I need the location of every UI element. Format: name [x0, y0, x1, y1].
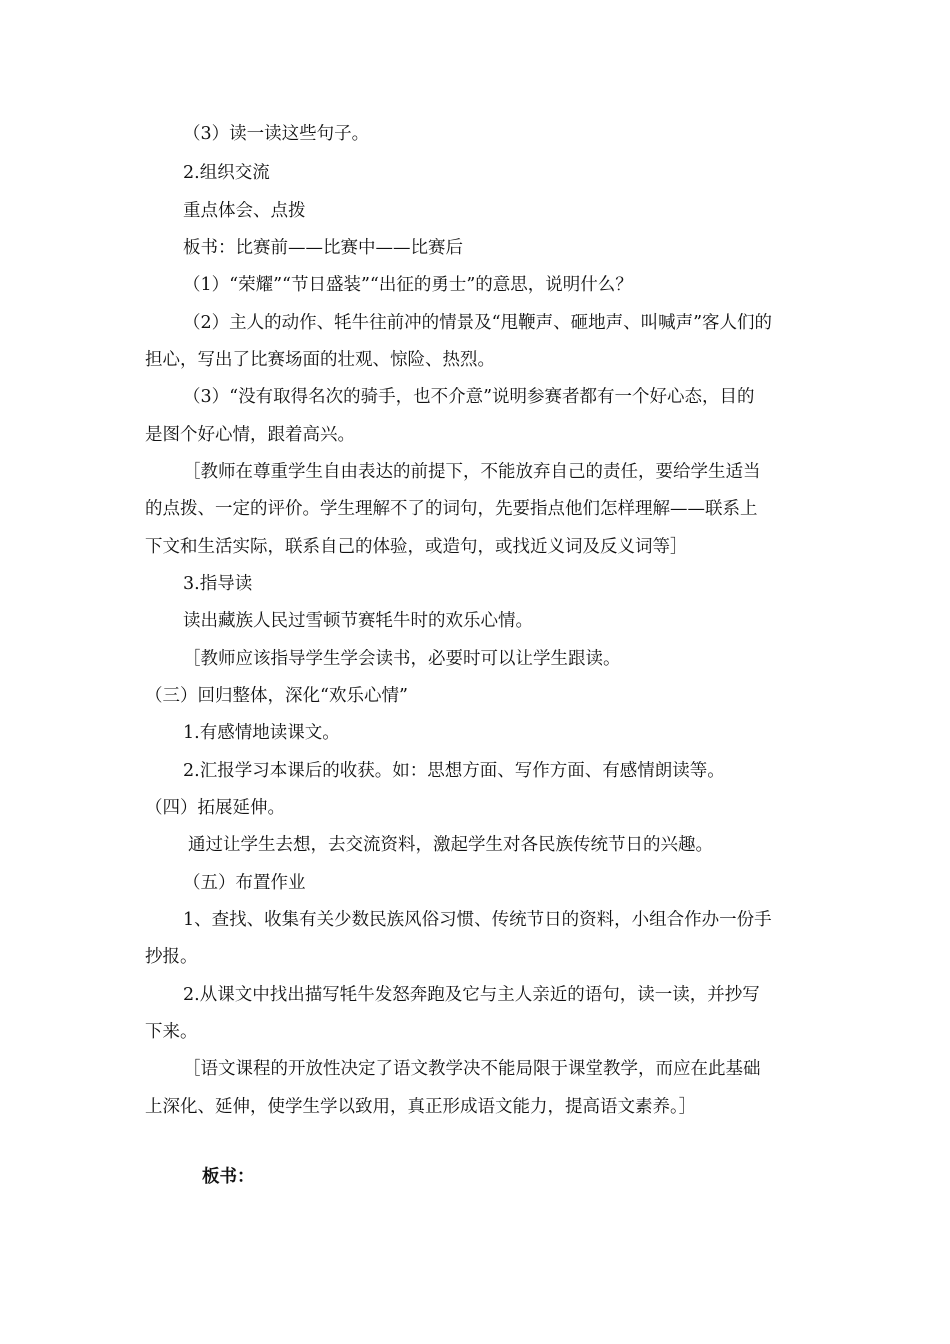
text-line: （3）“没有取得名次的骑手，也不介意”说明参赛者都有一个好心态，目的: [183, 387, 755, 407]
text-line: 抄报。: [145, 947, 198, 967]
text-line: ［教师应该指导学生学会读书，必要时可以让学生跟读。: [183, 649, 621, 669]
text-line: ［教师在尊重学生自由表达的前提下，不能放弃自己的责任，要给学生适当: [183, 462, 761, 482]
text-line: 通过让学生去想，去交流资料，激起学生对各民族传统节日的兴趣。: [188, 835, 713, 855]
text-line: 的点拨、一定的评价。学生理解不了的词句，先要指点他们怎样理解——联系上: [145, 499, 758, 519]
text-line: 下文和生活实际，联系自己的体验，或造句，或找近义词及反义词等］: [145, 537, 688, 557]
text-line: 板书：比赛前——比赛中——比赛后: [183, 238, 463, 258]
text-line: 1、查找、收集有关少数民族风俗习惯、传统节日的资料，小组合作办一份手: [183, 910, 772, 930]
text-line: 3.指导读: [183, 574, 253, 594]
text-line: 1.有感情地读课文。: [183, 723, 340, 743]
section-heading: （五）布置作业: [183, 873, 306, 893]
text-line: （3）读一读这些句子。: [183, 124, 370, 144]
section-heading: （四）拓展延伸。: [145, 798, 285, 818]
text-line: （2）主人的动作、牦牛往前冲的情景及“甩鞭声、砸地声、叫喊声”客人们的: [183, 313, 773, 333]
section-heading: （三）回归整体，深化“欢乐心情”: [145, 686, 408, 706]
text-line: 下来。: [145, 1022, 198, 1042]
text-line: 读出藏族人民过雪顿节赛牦牛时的欢乐心情。: [183, 611, 533, 631]
text-line: 重点体会、点拨: [183, 201, 306, 221]
text-line: 担心，写出了比赛场面的壮观、惊险、热烈。: [145, 350, 495, 370]
text-line: 是图个好心情，跟着高兴。: [145, 425, 355, 445]
board-heading: 板书：: [202, 1167, 255, 1187]
text-line: 2.汇报学习本课后的收获。如：思想方面、写作方面、有感情朗读等。: [183, 761, 725, 781]
text-line: 上深化、延伸，使学生学以致用，真正形成语文能力，提高语文素养。］: [145, 1097, 697, 1117]
text-line: 2.组织交流: [183, 163, 270, 183]
text-line: （1）“荣耀”“节日盛装”“出征的勇士”的意思，说明什么？: [183, 275, 633, 295]
text-line: 2.从课文中找出描写牦牛发怒奔跑及它与主人亲近的语句，读一读，并抄写: [183, 985, 760, 1005]
text-line: ［语文课程的开放性决定了语文教学决不能局限于课堂教学，而应在此基础: [183, 1059, 761, 1079]
